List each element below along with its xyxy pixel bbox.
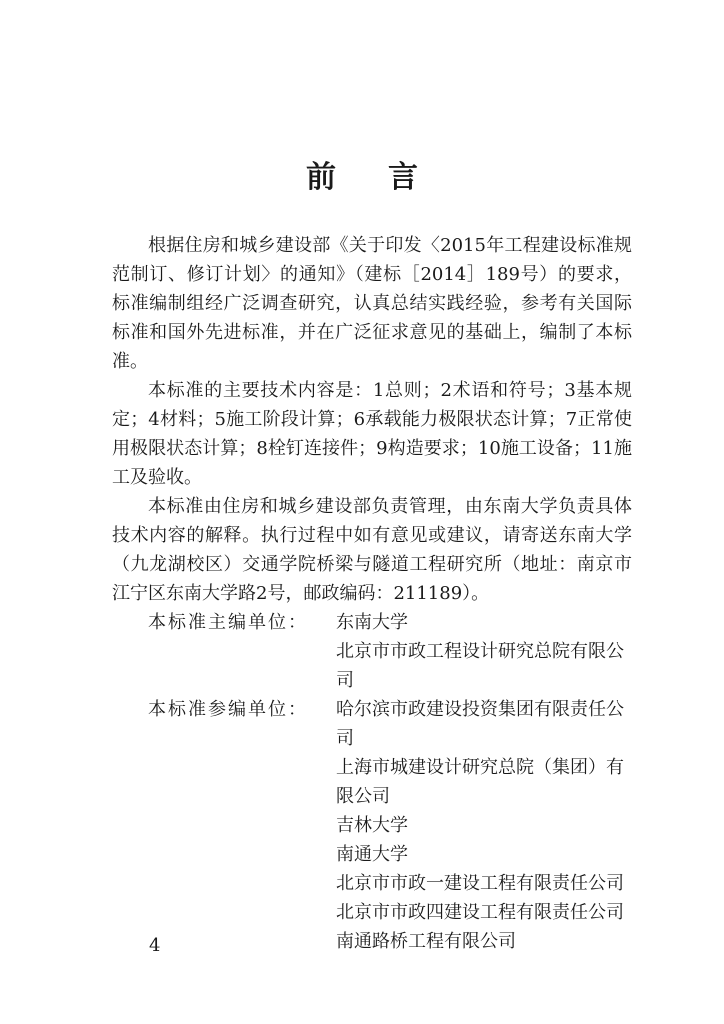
participating-editor-unit: 南通大学 bbox=[336, 844, 408, 865]
page-title: 前言 bbox=[306, 160, 470, 195]
paragraph-management: 本标准由住房和城乡建设部负责管理，由东南大学负责具体技术内容的解释。执行过程中如有意见或建议，请寄送东南大学（九龙湖校区）交通学院桥梁与隧道工程研究所（地址：南京市江宁区东南大学路2号，邮政编码：211189）。 bbox=[112, 496, 632, 604]
page-number: 4 bbox=[149, 935, 161, 956]
chief-editor-unit: 东南大学 bbox=[336, 612, 408, 633]
participating-editor-unit: 哈尔滨市政建设投资集团有限责任公司 bbox=[336, 699, 624, 749]
chief-editor-units bbox=[336, 608, 632, 695]
paragraph-contents: 本标准的主要技术内容是：1总则；2术语和符号；3基本规定；4材料；5施工阶段计算；6承载能力极限状态计算；7正常使用极限状态计算；8栓钉连接件；9构造要求；10施工设备；11施工及验收。 bbox=[112, 380, 632, 488]
participating-editor-unit: 北京市市政一建设工程有限责任公司 bbox=[336, 873, 624, 894]
chief-editor-unit: 北京市市政工程设计研究总院有限公司 bbox=[336, 641, 624, 691]
participating-editor-unit: 上海市城建设计研究总院（集团）有限公司 bbox=[336, 757, 624, 807]
document-body bbox=[112, 231, 632, 956]
chief-editor-row bbox=[148, 608, 632, 695]
chief-editor-label: 本标准主编单位： bbox=[148, 612, 308, 633]
participating-editor-label: 本标准参编单位： bbox=[148, 699, 308, 720]
participating-editor-unit: 吉林大学 bbox=[336, 815, 408, 836]
participating-editor-row bbox=[148, 695, 632, 956]
participating-editor-unit: 北京市市政四建设工程有限责任公司 bbox=[336, 902, 624, 923]
participating-editor-units bbox=[336, 695, 632, 956]
paragraph-basis: 根据住房和城乡建设部《关于印发〈2015年工程建设标准规范制订、修订计划〉的通知》（建标［2014］189号）的要求，标准编制组经广泛调查研究，认真总结实践经验，参考有关国际标准和国外先进标准，并在广泛征求意见的基础上，编制了本标准。 bbox=[112, 235, 632, 372]
participating-editor-unit: 南通路桥工程有限公司 bbox=[336, 931, 516, 952]
